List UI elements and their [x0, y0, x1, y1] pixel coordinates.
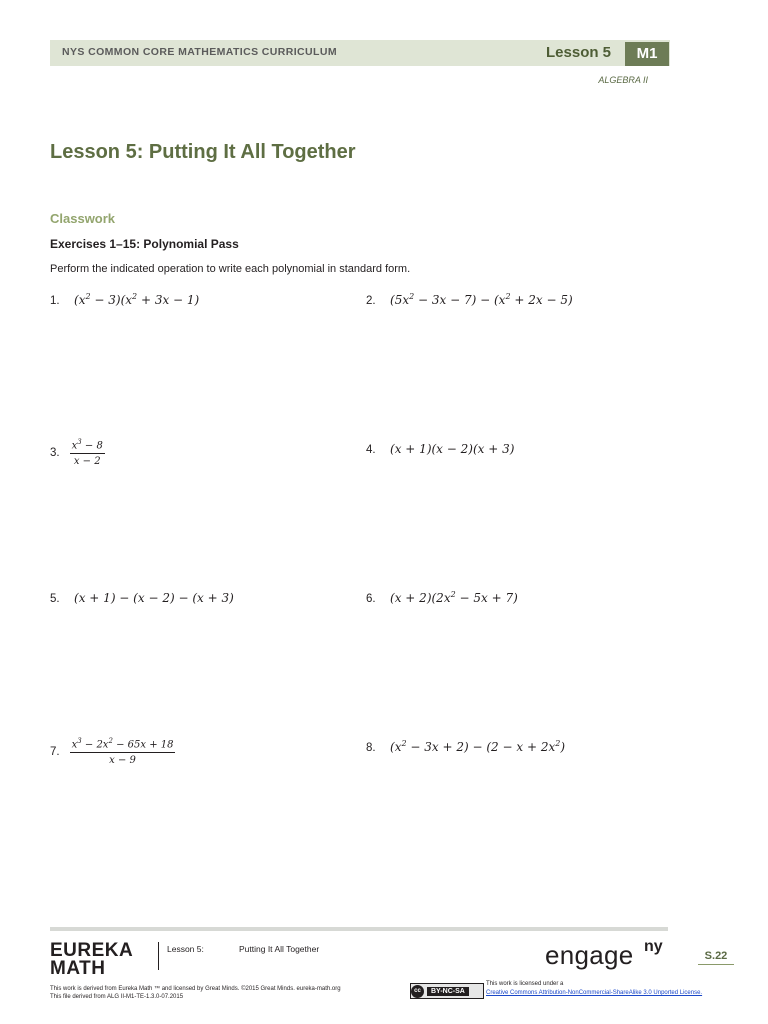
problem-1	[50, 291, 199, 309]
problem-expression: $(x^2 - 3x + 2) - (2 - x + 2x^2)$	[390, 739, 565, 754]
problem-number: 8.	[366, 742, 376, 754]
logo-line-1: EUREKA	[50, 940, 134, 961]
engageny-logo-ny: ny	[644, 938, 663, 955]
footer-credit-2: This file derived from ALG II-M1-TE-1.3.0-07.2015	[50, 994, 184, 1000]
problem-expression: $(x^2 - 3)(x^2 + 3x - 1)$	[74, 292, 200, 307]
fraction-denominator: x − 9	[109, 755, 136, 767]
eureka-math-logo	[50, 942, 133, 978]
problem-3	[50, 438, 105, 467]
problem-number: 6.	[366, 593, 376, 605]
problem-4	[366, 440, 514, 458]
page-title: Lesson 5: Putting It All Together	[50, 141, 356, 163]
exercises-heading: Exercises 1–15: Polynomial Pass	[50, 237, 239, 251]
problem-number: 5.	[50, 593, 60, 605]
problem-number: 3.	[50, 446, 60, 459]
problem-number: 2.	[366, 295, 376, 307]
footer-lesson-title: Putting It All Together	[239, 944, 320, 954]
section-heading: Classwork	[50, 211, 116, 226]
problem-7	[50, 737, 175, 766]
cc-badge-label: BY-NC-SA	[427, 987, 469, 996]
creative-commons-icon: cc	[411, 985, 424, 998]
problem-5	[50, 589, 234, 607]
footer-divider	[158, 942, 159, 970]
curriculum-label: NYS COMMON CORE MATHEMATICS CURRICULUM	[62, 46, 337, 58]
license-link[interactable]: Creative Commons Attribution-NonCommercial-ShareAlike 3.0 Unported License.	[486, 990, 703, 996]
footer-credit-1: This work is derived from Eureka Math ™ and licensed by Great Minds. ©2015 Great Minds. eureka-math.org	[50, 986, 341, 992]
cc-license-badge	[410, 983, 484, 999]
problem-number: 7.	[50, 745, 60, 758]
engageny-logo: engage	[545, 940, 634, 970]
footer-lesson-label: Lesson 5:	[167, 944, 204, 954]
problem-expression: $(5x^2 - 3x - 7) - (x^2 + 2x - 5)$	[390, 292, 573, 307]
module-badge: M1	[625, 42, 669, 66]
problem-number: 4.	[366, 444, 376, 456]
problem-expression: $(x + 2)(2x^2 - 5x + 7)$	[390, 590, 518, 605]
problem-expression: (x + 1) − (x − 2) − (x + 3)	[74, 591, 234, 605]
fraction-numerator: $x^3 - 2x^2 - 65x + 18$	[70, 737, 176, 753]
course-label: ALGEBRA II	[598, 75, 648, 85]
problem-fraction	[70, 438, 105, 467]
license-intro: This work is licensed under a	[486, 981, 564, 987]
fraction-denominator: x − 2	[73, 456, 101, 468]
fraction-numerator: $x^3 - 8$	[70, 438, 105, 454]
footer-rule	[50, 927, 668, 931]
instructions: Perform the indicated operation to write each polynomial in standard form.	[50, 263, 411, 275]
problem-8	[366, 738, 565, 756]
problem-expression: (x + 1)(x − 2)(x + 3)	[390, 442, 515, 456]
page-number: S.22	[698, 950, 734, 965]
problem-2	[366, 291, 573, 309]
problem-number: 1.	[50, 295, 60, 307]
lesson-label: Lesson 5	[546, 44, 612, 61]
logo-line-2: MATH	[50, 958, 106, 979]
problem-6	[366, 589, 518, 607]
problem-fraction	[70, 737, 176, 766]
